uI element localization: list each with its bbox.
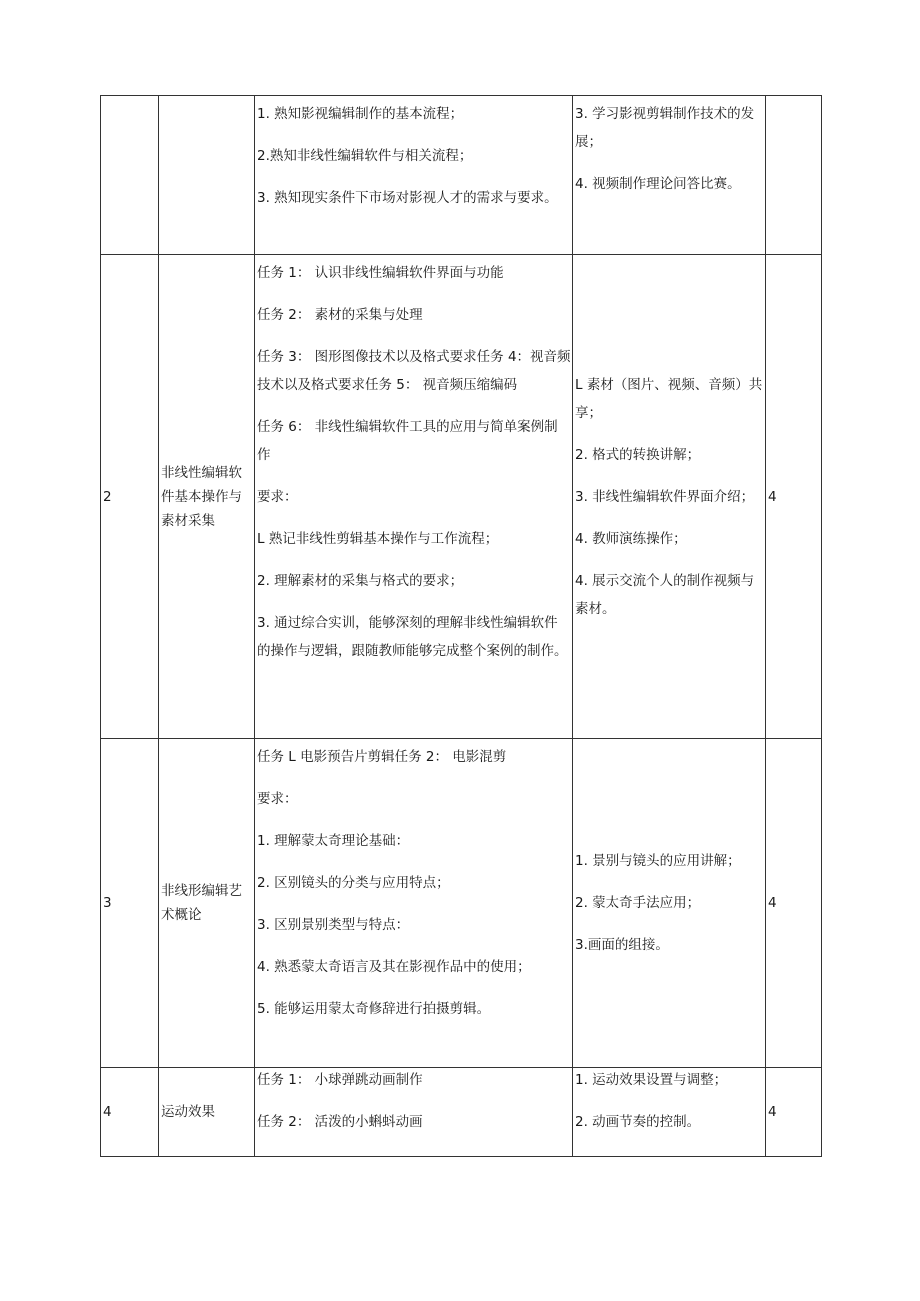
row-number-cell: 2 [101,255,159,739]
activity-line: 2. 格式的转换讲解； [575,446,701,463]
row-number-cell: 4 [101,1068,159,1157]
activity-line: 1. 景别与镜头的应用讲解； [575,853,741,869]
table-row [101,1068,822,1157]
table-row [101,96,822,255]
activities-cell [573,255,766,739]
hours-cell [766,96,822,255]
activity-line: 2. 动画节奏的控制。 [575,1114,701,1130]
activity-line: 1. 运动效果设置与调整； [575,1072,728,1088]
requirement-line: 要求： [257,791,298,807]
row-number-cell [101,96,159,255]
requirement-line: 2. 区别镜头的分类与应用特点； [257,875,450,891]
activities-cell [573,96,766,255]
activity-line: 4. 教师演练操作； [575,530,687,547]
activity-line: 3. 非线性编辑软件界面介绍； [575,488,755,505]
requirement-line: 任务 2： 活泼的小蝌蚪动画 [257,1114,423,1130]
course-schedule-table [100,95,822,1157]
requirement-line: 5. 能够运用蒙太奇修辞进行拍摄剪辑。 [257,1001,491,1017]
hours-cell: 4 [766,1068,822,1157]
requirement-line: 任务 2： 素材的采集与处理 [257,307,423,323]
hours-cell: 4 [766,739,822,1068]
requirements-cell [255,739,573,1068]
activity-line: 3. 学习影视剪辑制作技术的发展； [575,106,755,150]
row-number-cell: 3 [101,739,159,1068]
requirement-line: L 熟记非线性剪辑基本操作与工作流程； [257,531,499,547]
requirements-cell [255,255,573,739]
requirement-line: 任务 3： 图形图像技术以及格式要求任务 4：视音频技术以及格式要求任务 5： 视音频压缩编码 [257,349,571,393]
table-row [101,255,822,739]
requirement-line: 任务 1： 小球弹跳动画制作 [257,1072,423,1088]
requirement-line: 要求： [257,489,298,505]
activities-cell [573,739,766,1068]
module-name-cell: 非线形编辑艺术概论 [159,739,255,1068]
requirement-line: 2.熟知非线性编辑软件与相关流程； [257,148,473,164]
requirement-line: 3. 区别景别类型与特点： [257,917,410,933]
requirement-line: 2. 理解素材的采集与格式的要求； [257,573,464,589]
module-name-cell [159,96,255,255]
activity-line: 4. 展示交流个人的制作视频与素材。 [575,572,755,617]
requirement-line: 1. 熟知影视编辑制作的基本流程； [257,106,464,122]
module-name-cell: 非线性编辑软件基本操作与素材采集 [159,255,255,739]
requirements-cell [255,1068,573,1157]
requirement-line: 任务 L 电影预告片剪辑任务 2： 电影混剪 [257,749,507,765]
requirement-line: 任务 6： 非线性编辑软件工具的应用与简单案例制作 [257,419,558,463]
requirement-line: 3. 通过综合实训，能够深刻的理解非线性编辑软件的操作与逻辑，跟随教师能够完成整个案例的制作。 [257,615,568,659]
requirement-line: 1. 理解蒙太奇理论基础： [257,833,410,849]
activity-line: 3.画面的组接。 [575,937,669,953]
activity-line: L 素材（图片、视频、音频）共享； [575,376,763,421]
activity-line: 2. 蒙太奇手法应用； [575,895,701,911]
requirement-line: 3. 熟知现实条件下市场对影视人才的需求与要求。 [257,190,558,206]
module-name-cell: 运动效果 [159,1068,255,1157]
activities-cell [573,1068,766,1157]
requirement-line: 4. 熟悉蒙太奇语言及其在影视作品中的使用； [257,959,531,975]
hours-cell: 4 [766,255,822,739]
activity-line: 4. 视频制作理论问答比赛。 [575,176,741,192]
requirements-cell [255,96,573,255]
table-row [101,739,822,1068]
requirement-line: 任务 1： 认识非线性编辑软件界面与功能 [257,265,504,281]
